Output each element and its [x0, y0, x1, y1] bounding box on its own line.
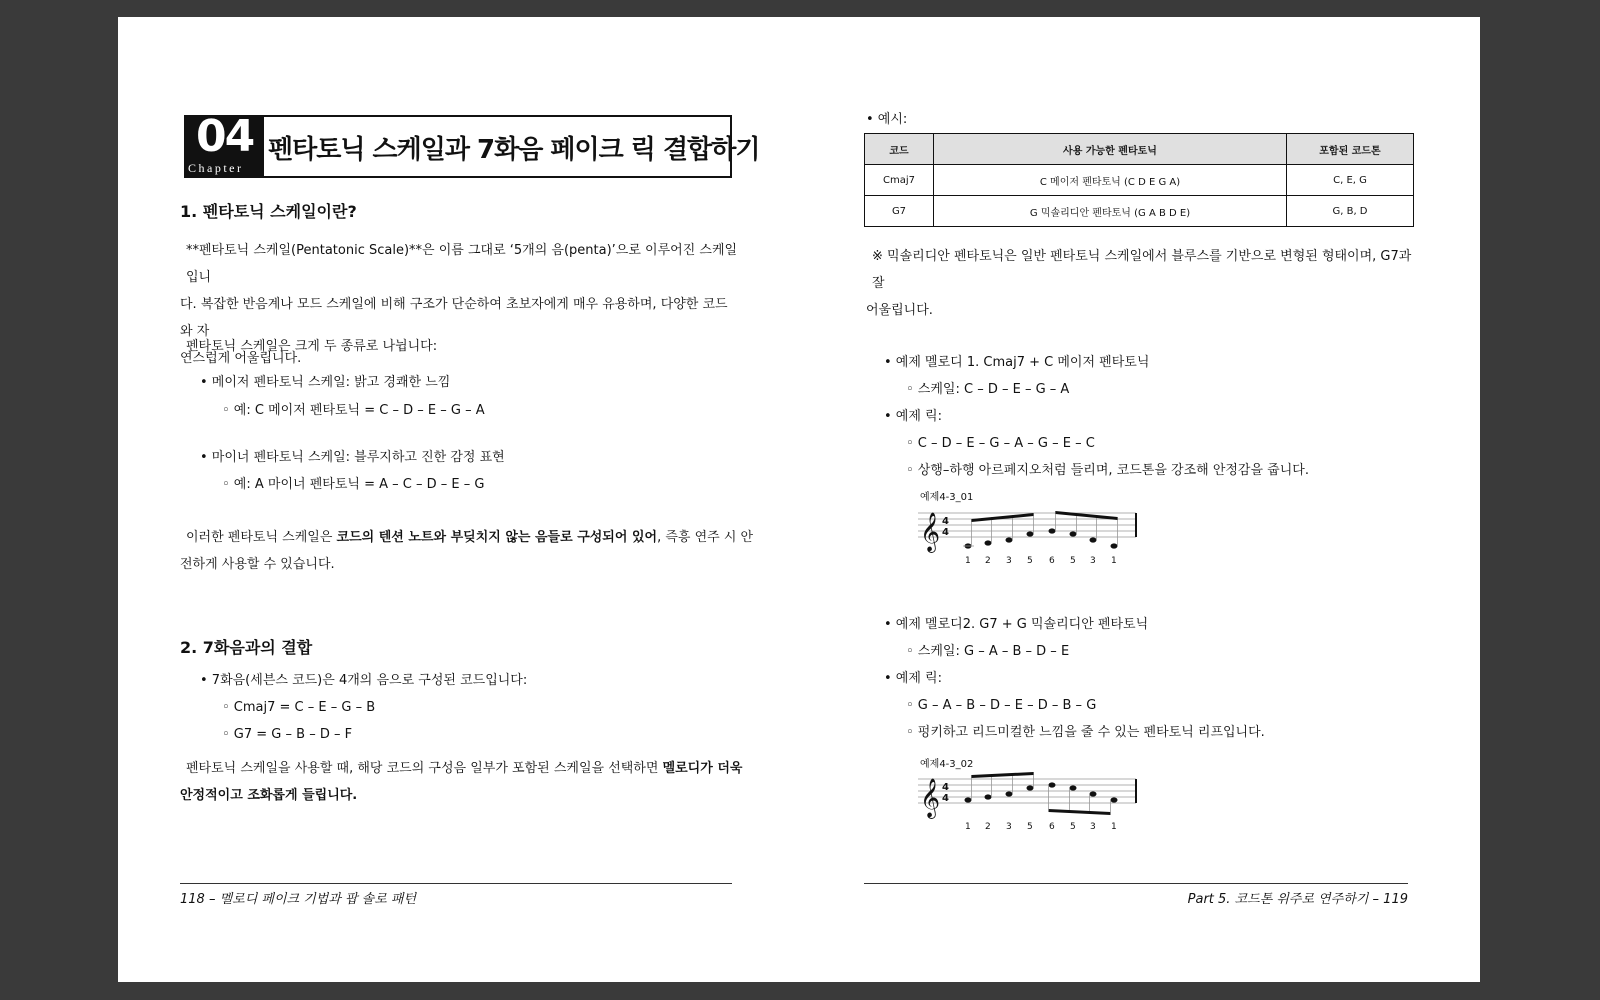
- finger-number: 2: [985, 556, 991, 565]
- footer-rule: [864, 883, 1408, 884]
- table-row: [865, 165, 1414, 196]
- seventh-item: • 7화음(세븐스 코드)은 4개의 음으로 구성된 코드입니다:: [200, 673, 528, 688]
- table-cell: C 메이저 펜타토닉 (C D E G A): [934, 165, 1287, 196]
- melody-2-desc: ◦ 펑키하고 리드미컬한 느낌을 줄 수 있는 펜타토닉 리프입니다.: [906, 725, 1265, 740]
- kinds-text: 펜타토닉 스케일은 크게 두 종류로 나뉩니다:: [186, 339, 438, 354]
- choose-bold: 멜로디가 더욱: [662, 761, 743, 776]
- minor-example: ◦ 예: A 마이너 펜타토닉 = A – C – D – E – G: [222, 477, 485, 492]
- time-signature-bottom: 4: [942, 527, 949, 538]
- melody-2-scale: ◦ 스케일: G – A – B – D – E: [906, 644, 1070, 659]
- chapter-badge: [186, 111, 264, 178]
- note-line: 어울립니다.: [866, 303, 933, 318]
- choose-text: 펜타토닉 스케일을 사용할 때, 해당 코드의 구성음 일부가 포함된 스케일을 선택하면: [186, 761, 663, 776]
- finger-number: 5: [1070, 556, 1076, 565]
- time-signature-top: 4: [942, 782, 949, 793]
- example-label: • 예시:: [866, 112, 908, 127]
- chapter-title: 펜타토닉 스케일과 7화음 페이크 릭 결합하기: [268, 135, 760, 165]
- section-1-title: 1. 펜타토닉 스케일이란?: [180, 202, 357, 221]
- table-header: 코드: [865, 134, 934, 165]
- melody-2-notes: ◦ G – A – B – D – E – D – B – G: [906, 698, 1097, 713]
- finger-number: 5: [1027, 822, 1033, 831]
- book-spread: [118, 17, 1480, 982]
- section-2-title: 2. 7화음과의 결합: [180, 638, 313, 657]
- finger-number: 2: [985, 822, 991, 831]
- finger-number: 1: [965, 822, 971, 831]
- table-row: [865, 196, 1414, 227]
- safe-bold: 코드의 텐션 노트와 부딪치지 않는 음들로 구성되어 있어: [336, 530, 658, 545]
- notes-measure-2: [965, 772, 1118, 815]
- melody-1-scale: ◦ 스케일: C – D – E – G – A: [906, 382, 1070, 397]
- safe-line-2: 전하게 사용할 수 있습니다.: [180, 557, 335, 572]
- treble-clef-icon: 𝄞: [920, 778, 941, 818]
- mixolydian-note: [866, 243, 1426, 324]
- finger-numbers-1: [965, 556, 1117, 565]
- g7-item: ◦ G7 = G – B – D – F: [222, 727, 353, 742]
- table-cell: G7: [865, 196, 934, 227]
- finger-number: 3: [1090, 556, 1096, 565]
- melody-2-title: • 예제 멜로디2. G7 + G 믹솔리디안 펜타토닉: [884, 617, 1149, 632]
- finger-number: 5: [1070, 822, 1076, 831]
- intro-line: **펜타토닉 스케일(Pentatonic Scale)**은 이름 그대로 ‘5개의 음(penta)’으로 이루어진 스케일입니: [186, 243, 738, 285]
- finger-numbers-2: [965, 822, 1117, 831]
- finger-number: 6: [1049, 822, 1055, 831]
- safe-text-end: , 즉흥 연주 시 안: [657, 530, 754, 545]
- finger-number: 1: [1111, 822, 1117, 831]
- table-cell: G 믹솔리디안 펜타토닉 (G A B D E): [934, 196, 1287, 227]
- table-header-row: [865, 134, 1414, 165]
- intro-line: 다. 복잡한 반음계나 모드 스케일에 비해 구조가 단순하여 초보자에게 매우 유용하며, 다양한 코드와 자: [180, 297, 728, 339]
- right-footer: Part 5. 코드톤 위주로 연주하기 – 119: [1187, 892, 1408, 907]
- example-table: [864, 133, 1414, 227]
- cmaj7-item: ◦ Cmaj7 = C – E – G – B: [222, 700, 376, 715]
- major-example: ◦ 예: C 메이저 펜타토닉 = C – D – E – G – A: [222, 403, 485, 418]
- major-item: • 메이저 펜타토닉 스케일: 밝고 경쾌한 느낌: [200, 375, 451, 390]
- footer-rule: [180, 883, 732, 884]
- finger-number: 3: [1006, 556, 1012, 565]
- table-cell: C, E, G: [1287, 165, 1414, 196]
- music-staff-2: [918, 769, 1148, 831]
- finger-number: 3: [1006, 822, 1012, 831]
- melody-1-notes: ◦ C – D – E – G – A – G – E – C: [906, 436, 1095, 451]
- chapter-label: Chapter: [188, 161, 244, 175]
- finger-number: 3: [1090, 822, 1096, 831]
- time-signature-bottom: 4: [942, 793, 949, 804]
- music-staff-1: [918, 503, 1148, 565]
- left-footer: 118 – 멜로디 페이크 기법과 팝 솔로 패턴: [180, 892, 417, 907]
- figure-1-label: 예제4-3_01: [920, 492, 974, 503]
- finger-number: 1: [965, 556, 971, 565]
- finger-number: 6: [1049, 556, 1055, 565]
- safe-paragraph: [186, 524, 753, 551]
- chapter-header: [184, 111, 760, 178]
- table-header: 사용 가능한 펜타토닉: [934, 134, 1287, 165]
- finger-number: 1: [1111, 556, 1117, 565]
- table-cell: Cmaj7: [865, 165, 934, 196]
- table-header: 포함된 코드톤: [1287, 134, 1414, 165]
- figure-2-label: 예제4-3_02: [920, 759, 974, 770]
- note-line: ※ 믹솔리디안 펜타토닉은 일반 펜타토닉 스케일에서 블루스를 기반으로 변형된 형태이며, G7과 잘: [872, 249, 1412, 291]
- choose-line-2: 안정적이고 조화롭게 들립니다.: [180, 788, 358, 803]
- safe-text: 이러한 펜타토닉 스케일은: [186, 530, 337, 545]
- melody-1-lick-label: • 예제 릭:: [884, 409, 942, 424]
- melody-1-desc: ◦ 상행–하행 아르페지오처럼 들리며, 코드톤을 강조해 안정감을 줍니다.: [906, 463, 1309, 478]
- melody-1-title: • 예제 멜로디 1. Cmaj7 + C 메이저 펜타토닉: [884, 355, 1150, 370]
- treble-clef-icon: 𝄞: [920, 512, 941, 552]
- choose-paragraph: [186, 755, 742, 782]
- finger-number: 5: [1027, 556, 1033, 565]
- chapter-number: 04: [196, 111, 254, 162]
- intro-line: 연스럽게 어울립니다.: [180, 351, 302, 366]
- table-cell: G, B, D: [1287, 196, 1414, 227]
- minor-item: • 마이너 펜타토닉 스케일: 블루지하고 진한 감정 표현: [200, 450, 505, 465]
- time-signature-top: 4: [942, 516, 949, 527]
- melody-2-lick-label: • 예제 릭:: [884, 671, 942, 686]
- notes-measure-1: [963, 511, 1118, 549]
